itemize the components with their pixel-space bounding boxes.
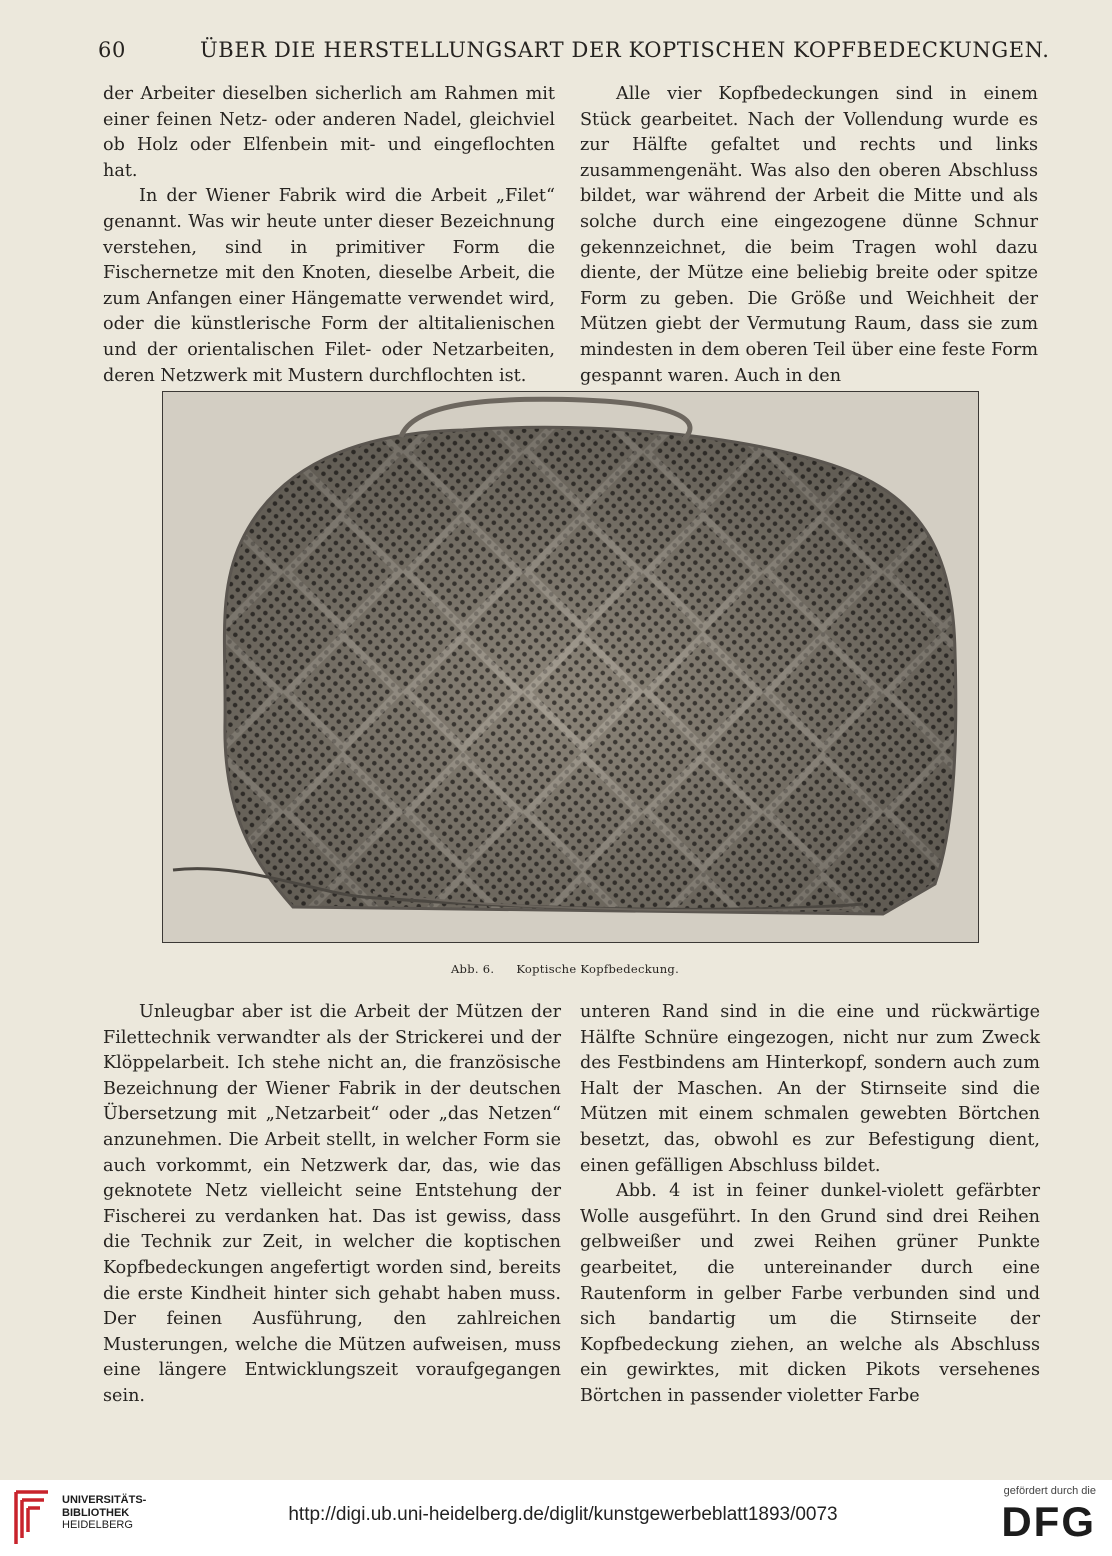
- page-number: 60: [98, 38, 126, 62]
- column-top-right: [580, 82, 1038, 389]
- dfg-logo: DFG: [1001, 1498, 1096, 1545]
- paragraph: Alle vier Kopfbedeckungen sind in einem Stück gearbeitet. Nach der Vollendung wurde es zur Hälfte gefaltet und rechts und links zusammengenäht. Was also den oberen Abschluss bildet, war während der Arbeit die Mitte und als solche durch eine eingezogene dünne Schnur gekennzeichnet, die beim Tragen wohl dazu diente, der Mütze eine beliebig breite oder spitze Form zu geben. Die Größe und Weichheit der Mützen giebt der Vermutung Raum, dass sie zum mindesten in dem oberen Teil über eine feste Form gespannt waren. Auch in den: [580, 84, 1038, 386]
- running-title: ÜBER DIE HERSTELLUNGSART DER KOPTISCHEN KOPFBEDECKUNGEN.: [200, 38, 1050, 62]
- coptic-cap-photo: [163, 392, 978, 942]
- paragraph: der Arbeiter dieselben sicherlich am Rahmen mit einer feinen Netz- oder anderen Nadel, gleichviel ob Holz oder Elfenbein mit- und eingeflochten hat.: [103, 84, 555, 181]
- caption-text: Koptische Kopfbedeckung.: [516, 962, 680, 976]
- paragraph: Abb. 4 ist in feiner dunkel-violett gefärbter Wolle ausgeführt. In den Grund sind drei Reihen gelbweißer und zwei Reihen grüner Punkte gearbeitet, die untereinander durch eine Rautenform in gelber Farbe verbunden sind und sich bandartig um die Stirnseite der Kopfbedeckung ziehen, an welche als Abschluss ein gewirktes, mit dicken Pikots versehenes Börtchen in passender violetter Farbe: [580, 1181, 1040, 1406]
- library-line: UNIVERSITÄTS-: [62, 1494, 147, 1506]
- paragraph: unteren Rand sind in die eine und rückwärtige Hälfte Schnüre eingezogen, nicht nur zum Zweck des Festbindens am Hinterkopf, sondern auch zum Halt der Maschen. An der Stirnseite sind die Mützen mit einem schmalen gewebten Börtchen besetzt, das, obwohl es zur Befestigung dient, einen gefälligen Abschluss bildet.: [580, 1002, 1040, 1176]
- column-top-left: [103, 82, 555, 389]
- paragraph: In der Wiener Fabrik wird die Arbeit „Filet“ genannt. Was wir heute unter dieser Bezeichnung verstehen, sind in primitiver Form die Fischernetze mit den Knoten, dieselbe Arbeit, die zum Anfangen einer Hängematte verwendet wird, oder die künstlerische Form der altitalienischen und der orientalischen Filet- oder Netzarbeiten, deren Netzwerk mit Mustern durchflochten ist.: [103, 186, 555, 386]
- column-bottom-left: [103, 1000, 561, 1410]
- library-line: BIBLIOTHEK: [62, 1506, 130, 1519]
- caption-label: Abb. 6.: [450, 962, 495, 976]
- permalink[interactable]: http://digi.ub.uni-heidelberg.de/diglit/kunstgewerbeblatt1893/0073: [288, 1504, 838, 1525]
- digitization-footer: [0, 1480, 1112, 1556]
- column-bottom-right: [580, 1000, 1040, 1410]
- figure-photo: [162, 391, 979, 943]
- figure-caption: [0, 962, 1112, 976]
- funded-by-label: gefördert durch die: [1003, 1485, 1096, 1497]
- library-line: HEIDELBERG: [62, 1519, 133, 1531]
- paragraph: Unleugbar aber ist die Arbeit der Mützen der Filettechnik verwandter als der Strickerei und der Klöppelarbeit. Ich stehe nicht an, die französische Bezeichnung der Wiener Fabrik in der deutschen Übersetzung mit „Netzarbeit“ oder „das Netzen“ anzunehmen. Die Arbeit stellt, in welcher Form sie auch vorkommt, ein Netzwerk dar, das, wie das geknotete Netz vielleicht seine Entstehung der Fischerei zu verdanken hat. Das ist gewiss, dass die Technik zur Zeit, in welcher die koptischen Kopfbedeckungen angefertigt worden sind, bereits die erste Kindheit hinter sich gehabt haben muss. Der feinen Ausführung, den zahlreichen Musterungen, welche die Mützen aufweisen, muss eine längere Entwicklungszeit voraufgegangen sein.: [103, 1002, 561, 1406]
- running-header: [98, 38, 1050, 68]
